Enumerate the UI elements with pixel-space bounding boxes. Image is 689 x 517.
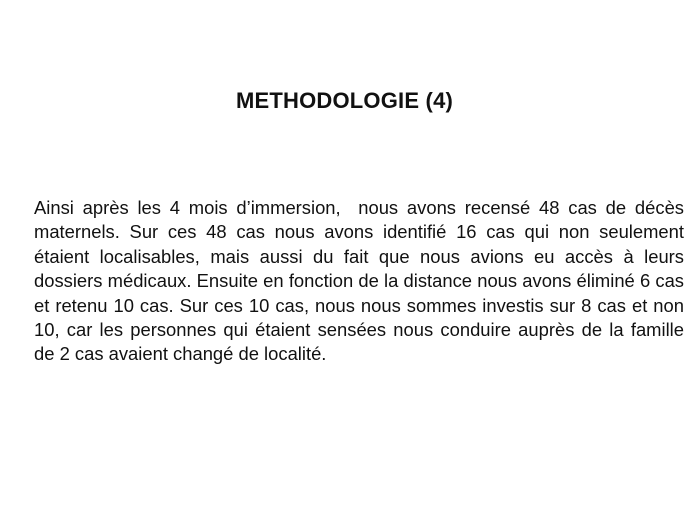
slide-title: METHODOLOGIE (4) <box>235 88 454 113</box>
slide-paragraph: Ainsi après les 4 mois d’immersion, nous avons recensé 48 cas de décès maternels. Sur ces 48 cas nous avons identifié 16 cas qui non seulement étaient localisables, mais aussi du fait que nous avions eu accès à leurs dossiers médicaux. Ensuite en fonction de la distance nous avons éliminé 6 cas et retenu 10 cas. Sur ces 10 cas, nous nous sommes investis sur 8 cas et non 10, car les personnes qui étaient sensées nous conduire auprès de la famille de 2 cas avaient changé de localité. <box>34 197 689 365</box>
